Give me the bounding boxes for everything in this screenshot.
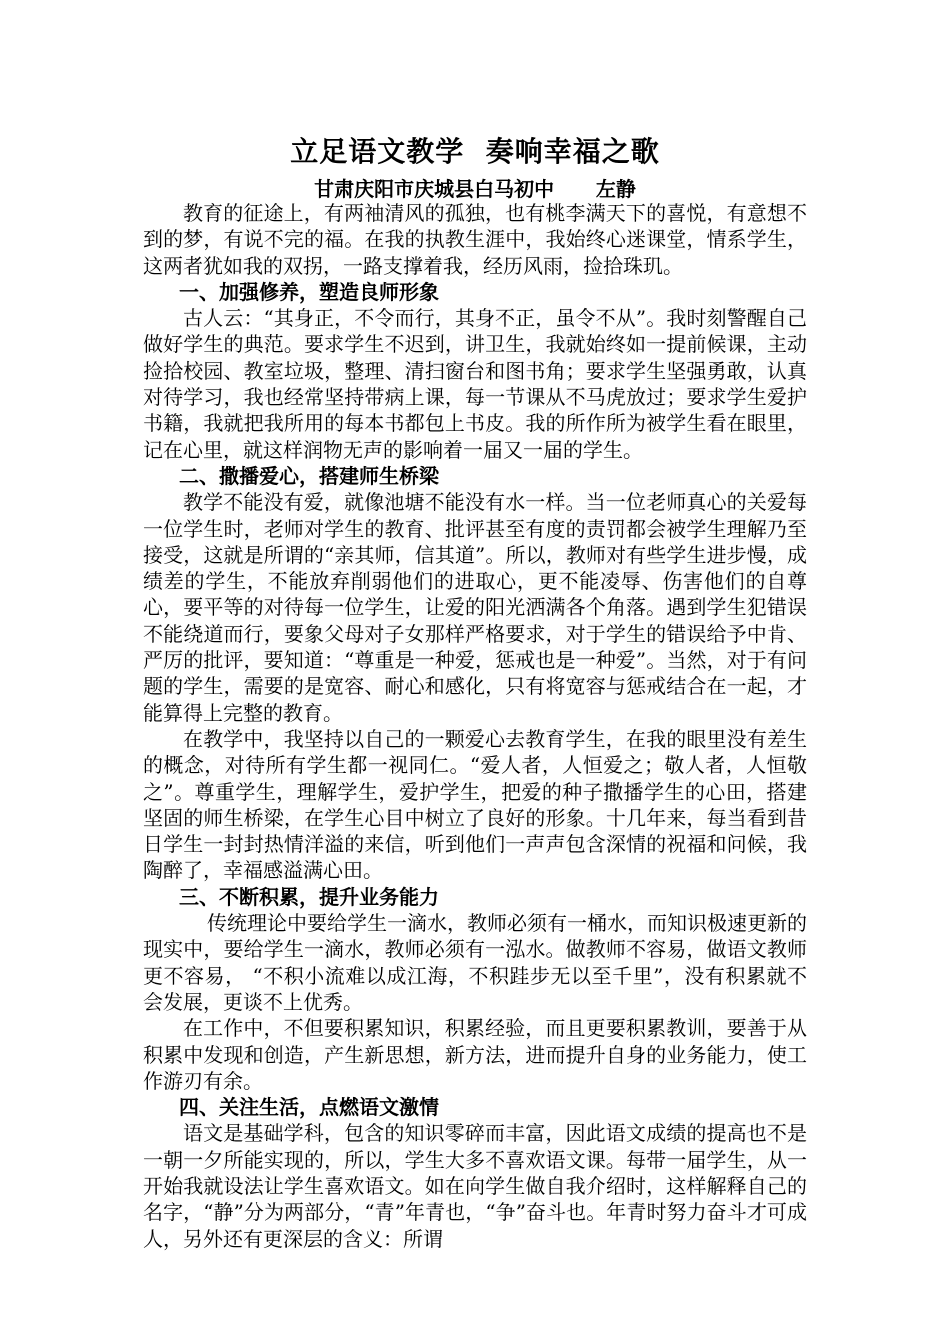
section-1-paragraph-1: 古人云：“其身正，不令而行，其身不正，虽令不从”。我时刻警醒自己做好学生的典范。要求学生不迟到，讲卫生，我就始终如一提前候课，主动捡拾校园、教室垃圾，整理、清扫窗台和图书角；要求学生坚强勇敢，认真对待学习，我也经常坚持带病上课，每一节课从不马虎放过；要求学生爱护书籍，我就把我所用的每本书都包上书皮。我的所作所为被学生看在眼里，记在心里，就这样润物无声的影响着一届又一届的学生。 xyxy=(143,306,807,462)
section-2-paragraph-2: 在教学中，我坚持以自己的一颗爱心去教育学生，在我的眼里没有差生的概念，对待所有学生都一视同仁。“爱人者，人恒爱之；敬人者，人恒敬之”。尊重学生，理解学生，爱护学生，把爱的种子撒播学生的心田，搭建坚固的师生桥梁，在学生心目中树立了良好的形象。十几年来，每当看到昔日学生一封封热情洋溢的来信，听到他们一声声包含深情的祝福和问候，我陶醉了，幸福感溢满心田。 xyxy=(143,726,807,883)
section-heading-3: 三、不断积累，提升业务能力 xyxy=(179,884,439,909)
section-3-paragraph-1: 传统理论中要给学生一滴水，教师必须有一桶水，而知识极速更新的现实中，要给学生一滴水，教师必须有一泓水。做教师不容易，做语文教师更不容易， “不积小流难以成江海，不积跬步无以至千里”，没有积累就不会发展，更谈不上优秀。 xyxy=(143,911,807,1014)
section-2-paragraph-1: 教学不能没有爱，就像池塘不能没有水一样。当一位老师真心的关爱每一位学生时，老师对学生的教育、批评甚至有度的责罚都会被学生理解乃至接受，这就是所谓的“亲其师，信其道”。所以，教师对有些学生进步慢，成绩差的学生，不能放弃削弱他们的进取心，更不能凌辱、伤害他们的自尊心，要平等的对待每一位学生，让爱的阳光洒满各个角落。遇到学生犯错误不能绕道而行，要象父母对子女那样严格要求，对于学生的错误给予中肯、严厉的批评，要知道：“尊重是一种爱，惩戒也是一种爱”。当然，对于有问题的学生，需要的是宽容、耐心和感化，只有将宽容与惩戒结合在一起，才能算得上完整的教育。 xyxy=(143,490,807,725)
section-4-paragraph-1: 语文是基础学科，包含的知识零碎而丰富，因此语文成绩的提高也不是一朝一夕所能实现的，所以，学生大多不喜欢语文课。每带一届学生，从一开始我就设法让学生喜欢语文。如在向学生做自我介绍时，这样解释自己的名字，“静”分为两部分，“青”年青也，“争”奋斗也。年青时努力奋斗才可成人，另外还有更深层的含义：所谓 xyxy=(143,1121,807,1251)
section-3-paragraph-2: 在工作中，不但要积累知识，积累经验，而且更要积累教训，要善于从积累中发现和创造，产生新思想，新方法，进而提升自身的业务能力，使工作游刃有余。 xyxy=(143,1016,807,1093)
section-heading-4: 四、关注生活，点燃语文激情 xyxy=(179,1095,439,1120)
intro-paragraph: 教育的征途上，有两袖清风的孤独，也有桃李满天下的喜悦，有意想不到的梦，有说不完的福。在我的执教生涯中，我始终心迷课堂，情系学生，这两者犹如我的双拐，一路支撑着我，经历风雨，捡拾珠玑。 xyxy=(143,201,807,278)
document-body xyxy=(143,200,807,1252)
document-title: 立足语文教学 奏响幸福之歌 xyxy=(290,135,660,168)
section-heading-1: 一、加强修养，塑造良师形象 xyxy=(179,279,439,304)
section-heading-2: 二、撒播爱心，搭建师生桥梁 xyxy=(179,463,439,488)
document-author: 甘肃庆阳市庆城县白马初中 左静 xyxy=(314,177,636,201)
